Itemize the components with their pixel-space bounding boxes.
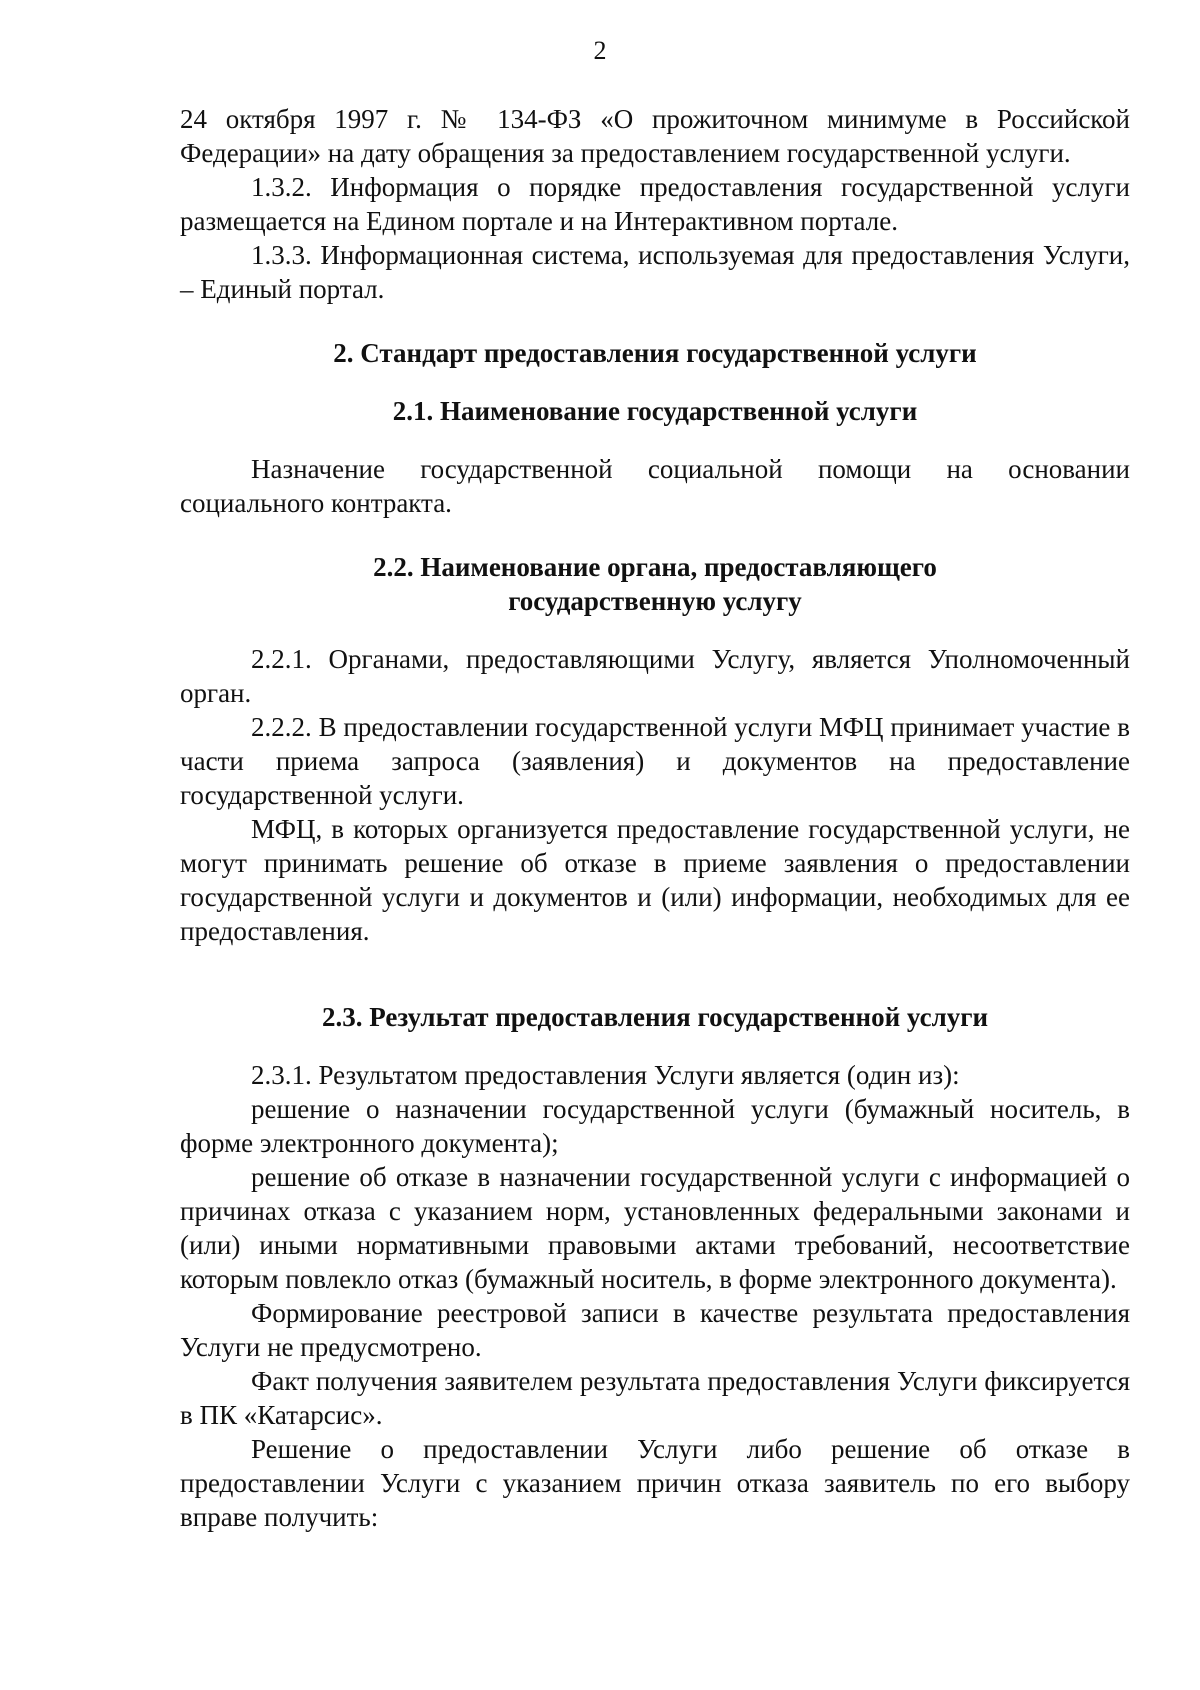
paragraph-registry-record: Формирование реестровой записи в качестве результата предоставления Услуги не предусмотрено. xyxy=(180,1298,1130,1362)
document-body xyxy=(180,102,1130,1534)
paragraph-2-2-1: 2.2.1. Органами, предоставляющими Услугу, является Уполномоченный орган. xyxy=(180,644,1130,708)
result-option-1: решение о назначении государственной услуги (бумажный носитель, в форме электронного документа); xyxy=(180,1094,1130,1158)
section-2-2-heading-line-2: государственную услугу xyxy=(508,586,802,616)
paragraph-decision-receipt: Решение о предоставлении Услуги либо решение об отказе в предоставлении Услуги с указанием причин отказа заявитель по его выбору вправе получить: xyxy=(180,1434,1130,1532)
service-name-paragraph: Назначение государственной социальной помощи на основании социального контракта. xyxy=(180,454,1130,518)
section-2-1-heading: 2.1. Наименование государственной услуги xyxy=(392,396,918,426)
paragraph-1-3-3: 1.3.3. Информационная система, используемая для предоставления Услуги, – Единый портал. xyxy=(180,240,1130,304)
paragraph-mfc: МФЦ, в которых организуется предоставление государственной услуги, не могут принимать решение об отказе в приеме заявления о предоставлении государственной услуги и документов и (или) информации, необходимых для ее предоставления. xyxy=(180,814,1130,946)
paragraph-result-fact: Факт получения заявителем результата предоставления Услуги фиксируется в ПК «Катарсис». xyxy=(180,1366,1130,1430)
section-2-3-heading: 2.3. Результат предоставления государственной услуги xyxy=(321,1002,989,1032)
paragraph-1-3-2: 1.3.2. Информация о порядке предоставления государственной услуги размещается на Едином портале и на Интерактивном портале. xyxy=(180,172,1130,236)
paragraph-1-3-1-continuation: 24 октября 1997 г. № 134-ФЗ «О прожиточном минимуме в Российской Федерации» на дату обращения за предоставлением государственной услуги. xyxy=(180,104,1130,168)
page-number: 2 xyxy=(593,36,607,65)
paragraph-2-3-1: 2.3.1. Результатом предоставления Услуги является (один из): xyxy=(251,1060,960,1090)
result-option-2: решение об отказе в назначении государственной услуги с информацией о причинах отказа с указанием норм, установленных федеральными законами и (или) иными нормативными правовыми актами требований, несоответствие которым повлекло отказ (бумажный носитель, в форме электронного документа). xyxy=(180,1162,1130,1294)
section-2-heading: 2. Стандарт предоставления государственной услуги xyxy=(333,338,977,368)
paragraph-2-2-2: 2.2.2. В предоставлении государственной услуги МФЦ принимает участие в части приема запроса (заявления) и документов на предоставление государственной услуги. xyxy=(180,712,1130,810)
section-2-2-heading-line-1: 2.2. Наименование органа, предоставляющего xyxy=(373,552,937,582)
section-2-2-heading xyxy=(180,550,1130,618)
